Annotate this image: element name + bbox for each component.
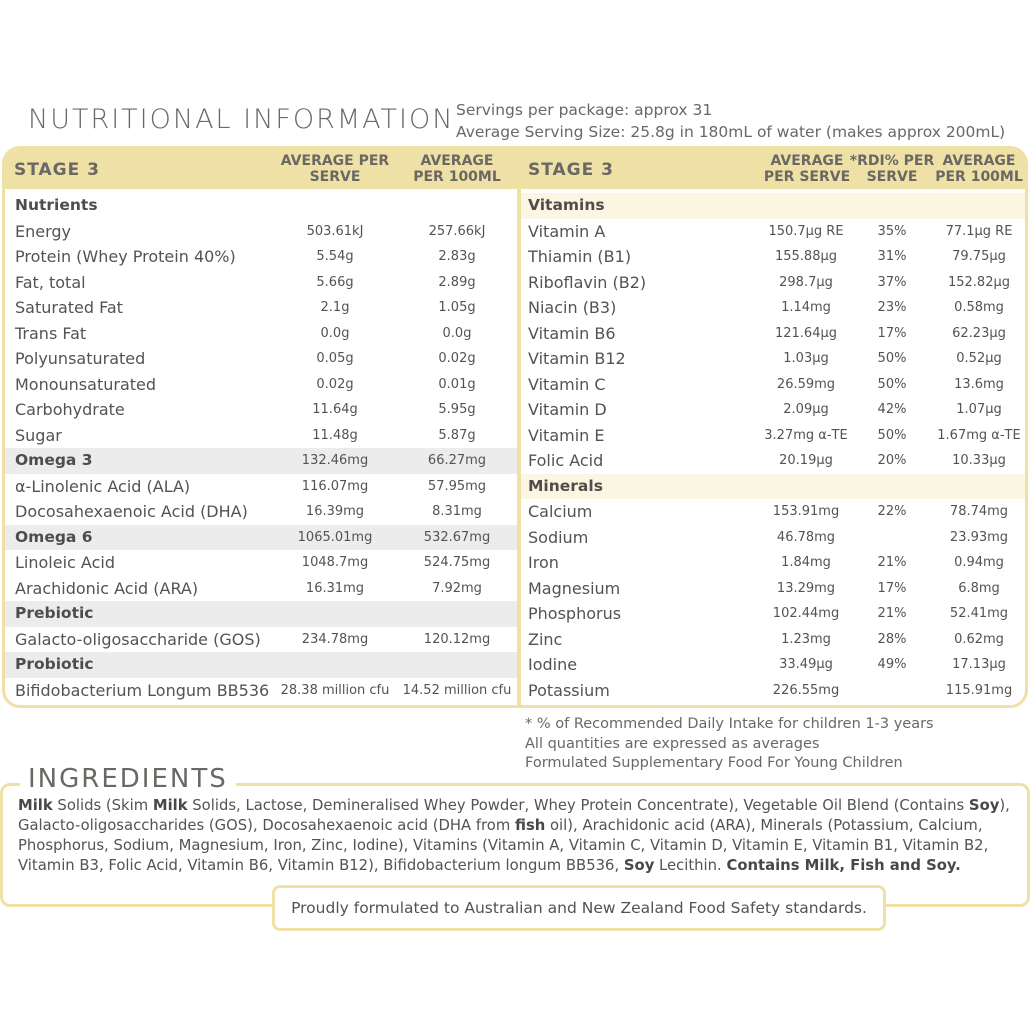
ingredient-text-segment: Lecithin. [654, 857, 727, 874]
table-row [521, 423, 1028, 449]
per-serve-value: 26.59mg [776, 376, 836, 392]
nutrient-name: Iron [528, 553, 559, 572]
nutrient-name: Energy [15, 221, 72, 241]
per-serve-value: 5.66g [316, 274, 354, 290]
per-serve-value: 298.7µg [779, 274, 833, 290]
table-row [521, 372, 1028, 398]
rdi-value: 37% [877, 274, 907, 290]
per-100ml-value: 0.02g [438, 351, 476, 366]
nutrient-name: Riboflavin (B2) [528, 272, 647, 292]
per-100ml-value: 5.95g [438, 402, 476, 417]
per-serve-value: 234.78mg [301, 631, 369, 647]
per-100ml-value: 66.27mg [427, 453, 487, 468]
table-row [5, 601, 517, 627]
page-title: NUTRITIONAL INFORMATION [28, 104, 455, 135]
rdi-value: 22% [877, 504, 907, 519]
per-100ml-value: 0.62mg [954, 631, 1004, 647]
nutrient-name: Magnesium [528, 578, 621, 598]
nutrient-name: Potassium [528, 680, 610, 700]
rdi-value: 21% [877, 606, 907, 621]
per-100ml-value: 0.52µg [956, 351, 1002, 366]
per-serve-value: 16.31mg [305, 580, 365, 596]
nutrient-name: Calcium [528, 502, 593, 521]
per-100ml-value: 8.31mg [432, 504, 482, 519]
per-serve-value: 11.64g [312, 402, 358, 417]
right-col-serve-header: AVERAGE PER SERVE [763, 153, 851, 185]
rdi-value: 17% [877, 580, 907, 596]
per-serve-value: 1.23mg [781, 631, 831, 647]
ingredient-text-segment: Solids, Lactose, Demineralised Whey Powder, Whey Protein Concentrate), Vegetable Oil Blend (Contains [187, 797, 969, 814]
allergen-highlight: fish [514, 817, 546, 834]
per-100ml-value: 0.94mg [954, 555, 1004, 570]
per-serve-value: 0.02g [316, 376, 354, 392]
servings-info [456, 99, 1005, 143]
nutrient-name: Omega 3 [15, 451, 93, 469]
nutrient-name: Phosphorus [528, 604, 622, 623]
rdi-value: 31% [877, 249, 907, 264]
per-100ml-value: 57.95mg [427, 478, 487, 494]
footnote-rdi: * % of Recommended Daily Intake for children 1-3 years [525, 716, 934, 732]
table-row [521, 193, 1028, 219]
per-100ml-value: 77.1µg RE [945, 223, 1013, 239]
table-row [521, 474, 1028, 500]
per-serve-value: 33.49µg [779, 657, 833, 672]
table-row [521, 321, 1028, 347]
table-row [5, 627, 517, 653]
ingredient-text-segment: Solids (Skim [52, 797, 153, 814]
per-serve-value: 1.84mg [781, 555, 831, 570]
nutrient-name: Bifidobacterium Longum BB536 [15, 680, 270, 700]
per-100ml-value: 0.0g [442, 325, 472, 341]
rdi-value: 42% [877, 402, 907, 417]
per-100ml-value: 0.01g [438, 376, 476, 392]
nutrient-name: Zinc [528, 629, 563, 649]
nutrient-name: Prebiotic [15, 604, 94, 622]
ingredients-text [18, 796, 1018, 876]
table-row [5, 397, 517, 423]
allergen-highlight: Contains Milk, Fish and Soy. [726, 857, 961, 874]
per-serve-value: 1.03µg [783, 351, 829, 366]
per-serve-value: 155.88µg [774, 249, 837, 264]
per-serve-value: 102.44mg [772, 606, 840, 621]
per-100ml-value: 152.82µg [947, 274, 1010, 290]
nutrient-name: α-Linolenic Acid (ALA) [15, 476, 191, 496]
per-100ml-value: 524.75mg [423, 555, 491, 570]
ingredient-text-segment: ), Galacto-oligosaccharides (GOS), Docosahexaenoic acid (DHA from [18, 797, 1010, 834]
table-row [5, 525, 517, 551]
footnote-averages: All quantities are expressed as averages [525, 735, 820, 752]
per-serve-value: 13.29mg [776, 580, 836, 596]
rdi-value: 49% [877, 657, 907, 672]
table-row [5, 193, 517, 219]
per-serve-value: 503.61kJ [306, 223, 364, 239]
left-col-100ml-header: AVERAGE PER 100ML [413, 153, 501, 185]
rdi-value: 23% [877, 300, 907, 315]
nutrient-name: Nutrients [15, 196, 98, 214]
allergen-highlight: Milk [18, 797, 53, 814]
footnote-food-type: Formulated Supplementary Food For Young Children [525, 755, 903, 771]
per-100ml-value: 115.91mg [945, 682, 1013, 698]
rdi-value: 50% [877, 351, 907, 366]
per-100ml-value: 62.23µg [952, 325, 1006, 341]
servings-per-package: Servings per package: approx 31 [456, 101, 713, 119]
nutrient-name: Fat, total [15, 272, 86, 292]
per-serve-value: 3.27mg α-TE [764, 427, 848, 443]
allergen-highlight: Milk [152, 797, 188, 814]
nutrient-name: Minerals [528, 476, 603, 495]
per-serve-value: 153.91mg [772, 504, 840, 519]
per-100ml-value: 0.58mg [954, 300, 1004, 315]
per-100ml-value: 7.92mg [432, 580, 482, 596]
per-100ml-value: 17.13µg [952, 657, 1006, 672]
table-row [521, 678, 1028, 704]
table-row [521, 576, 1028, 602]
per-100ml-value: 1.05g [438, 300, 476, 315]
per-100ml-value: 2.89g [438, 274, 476, 290]
ingredients-title: INGREDIENTS [20, 764, 236, 794]
nutrient-name: Thiamin (B1) [528, 247, 632, 266]
table-row [5, 448, 517, 474]
nutrient-name: Galacto-oligosaccharide (GOS) [15, 629, 261, 649]
table-row [5, 550, 517, 576]
rdi-value: 21% [877, 555, 907, 570]
table-row [521, 525, 1028, 551]
per-100ml-value: 13.6mg [954, 376, 1004, 392]
per-100ml-value: 1.07µg [956, 402, 1002, 417]
table-row [521, 219, 1028, 245]
table-row [5, 244, 517, 270]
table-row [521, 448, 1028, 474]
per-serve-value: 1065.01mg [297, 529, 373, 545]
nutrient-name: Vitamins [528, 196, 605, 214]
rdi-value: 17% [877, 325, 907, 341]
table-row [521, 397, 1028, 423]
nutrient-name: Linoleic Acid [15, 553, 115, 572]
table-row [521, 244, 1028, 270]
table-row [5, 219, 517, 245]
nutrient-name: Vitamin D [528, 400, 607, 419]
rdi-value: 28% [877, 631, 907, 647]
nutrient-name: Omega 6 [15, 527, 93, 546]
per-serve-value: 116.07mg [301, 478, 369, 494]
per-serve-value: 2.1g [320, 300, 350, 315]
per-serve-value: 28.38 million cfu [280, 682, 390, 698]
standards-statement: Proudly formulated to Australian and New Zealand Food Safety standards. [272, 885, 886, 931]
nutrient-name: Sodium [528, 527, 589, 547]
per-serve-value: 226.55mg [772, 682, 840, 698]
nutrient-name: Docosahexaenoic Acid (DHA) [15, 502, 248, 521]
nutrient-name: Niacin (B3) [528, 298, 617, 317]
nutrient-name: Sugar [15, 425, 62, 445]
table-row [5, 346, 517, 372]
table-row [521, 346, 1028, 372]
nutrient-name: Saturated Fat [15, 298, 123, 317]
rdi-value: 20% [877, 453, 907, 468]
nutrient-name: Protein (Whey Protein 40%) [15, 247, 236, 266]
rdi-value: 50% [877, 427, 907, 443]
nutrient-name: Trans Fat [15, 323, 87, 343]
per-100ml-value: 52.41mg [949, 606, 1009, 621]
serving-size: Average Serving Size: 25.8g in 180mL of water (makes approx 200mL) [456, 123, 1006, 141]
per-100ml-value: 1.67mg α-TE [937, 427, 1021, 443]
per-100ml-value: 5.87g [438, 427, 476, 443]
nutrient-name: Vitamin E [528, 425, 605, 445]
nutrient-name: Folic Acid [528, 451, 604, 470]
per-100ml-value: 10.33µg [952, 453, 1006, 468]
allergen-highlight: Soy [968, 797, 1000, 814]
per-serve-value: 5.54g [316, 249, 354, 264]
per-serve-value: 132.46mg [301, 453, 369, 468]
allergen-highlight: Soy [623, 857, 655, 874]
table-row [5, 270, 517, 296]
table-row [5, 576, 517, 602]
rdi-value: 50% [877, 376, 907, 392]
nutrient-name: Polyunsaturated [15, 349, 146, 368]
left-col-serve-header: AVERAGE PER SERVE [280, 153, 390, 185]
footnotes [525, 715, 934, 774]
table-row [521, 270, 1028, 296]
per-serve-value: 0.0g [320, 325, 350, 341]
per-100ml-value: 78.74mg [949, 504, 1009, 519]
per-100ml-value: 120.12mg [423, 631, 491, 647]
left-stage-label: STAGE 3 [14, 160, 100, 180]
per-serve-value: 20.19µg [779, 453, 833, 468]
nutrient-name: Probiotic [15, 655, 94, 673]
per-100ml-value: 257.66kJ [428, 223, 486, 239]
table-row [5, 372, 517, 398]
per-100ml-value: 2.83g [438, 249, 476, 264]
per-100ml-value: 532.67mg [423, 529, 491, 545]
per-100ml-value: 6.8mg [958, 580, 1000, 596]
per-serve-value: 11.48g [312, 427, 358, 443]
nutrient-name: Vitamin B6 [528, 323, 616, 343]
table-row [521, 601, 1028, 627]
right-stage-label: STAGE 3 [528, 160, 614, 180]
nutrient-name: Carbohydrate [15, 400, 125, 419]
per-serve-value: 1.14mg [781, 300, 831, 315]
ingredient-text-segment: oil), Arachidonic acid (ARA), Minerals (Potassium, Calcium, Phosphorus, Sodium, Magnesium, Iron, Zinc, Iodine), Vitamins (Vitamin A, Vitamin C, Vitamin D, Vitamin E, Vitamin B1, Vitamin B2, Vitamin B3, Folic Acid, Vitamin B6, Vitamin B12), Bifidobacterium longum BB536, [18, 817, 989, 874]
nutrient-name: Vitamin C [528, 374, 606, 394]
nutrient-name: Arachidonic Acid (ARA) [15, 578, 199, 598]
table-row [5, 321, 517, 347]
table-row [5, 295, 517, 321]
table-row [5, 474, 517, 500]
table-row [521, 499, 1028, 525]
nutrient-name: Vitamin A [528, 221, 606, 241]
left-table-header [5, 149, 517, 189]
table-row [5, 678, 517, 704]
nutrient-name: Iodine [528, 655, 578, 674]
nutrient-name: Vitamin B12 [528, 349, 626, 368]
table-row [5, 423, 517, 449]
per-serve-value: 150.7µg RE [768, 223, 844, 239]
table-row [521, 550, 1028, 576]
table-row [5, 499, 517, 525]
right-table-header [521, 149, 1028, 189]
table-row [521, 627, 1028, 653]
per-serve-value: 16.39mg [305, 504, 365, 519]
table-row [521, 652, 1028, 678]
per-100ml-value: 14.52 million cfu [402, 682, 512, 698]
per-serve-value: 2.09µg [783, 402, 829, 417]
table-row [5, 652, 517, 678]
per-100ml-value: 79.75µg [952, 249, 1006, 264]
per-serve-value: 46.78mg [776, 529, 836, 545]
rdi-value: 35% [877, 223, 907, 239]
per-serve-value: 121.64µg [774, 325, 837, 341]
right-col-rdi-header: *RDI% PER SERVE [849, 153, 935, 185]
per-serve-value: 1048.7mg [301, 555, 369, 570]
per-serve-value: 0.05g [316, 351, 354, 366]
nutrient-name: Monounsaturated [15, 374, 157, 394]
nutrition-panel [2, 146, 1028, 708]
per-100ml-value: 23.93mg [949, 529, 1009, 545]
right-col-100ml-header: AVERAGE PER 100ML [935, 153, 1023, 185]
table-row [521, 295, 1028, 321]
